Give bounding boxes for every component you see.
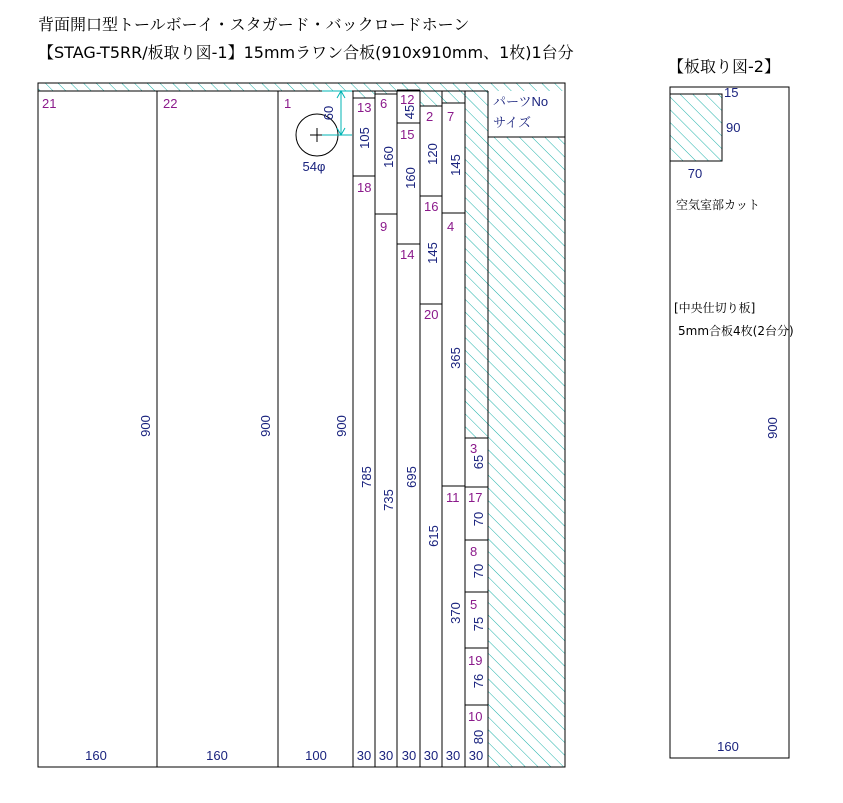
length-dimension: 370 [448,602,463,624]
sheet-2-width: 160 [717,739,739,754]
waste-block [442,91,465,103]
part-number: 1 [284,96,292,111]
waste-block [465,91,488,438]
center-partition-label: [中央仕切り板] [674,301,756,315]
legend-parts-label: パーツNo [493,94,549,109]
length-dimension: 365 [448,347,463,369]
length-dimension: 160 [381,146,396,168]
length-dimension: 900 [334,415,349,437]
width-dimension: 30 [401,748,417,763]
waste-block [420,91,442,106]
part-number: 3 [470,441,478,456]
part-number: 7 [447,109,455,124]
length-dimension: 735 [381,489,396,511]
length-dimension: 900 [258,415,273,437]
part-number: 5 [470,597,478,612]
cut-height-dimension: 90 [726,120,741,135]
waste-block [353,91,375,98]
page-title: 背面開口型トールボーイ・スタガード・バックロードホーン [38,15,470,34]
length-dimension: 785 [359,466,374,488]
part-number: 9 [380,219,388,234]
cut-top-dimension: 15 [724,85,739,100]
length-dimension: 80 [471,729,486,745]
part-number: 18 [357,180,372,195]
width-dimension: 160 [206,748,228,763]
length-dimension: 70 [471,563,486,579]
part-number: 4 [447,219,455,234]
length-dimension: 75 [471,616,486,632]
sheet1-title: 【STAG-T5RR/板取り図-1】15mmラワン合板(910x910mm、1枚)1台分 [38,43,574,62]
part-number: 17 [468,490,483,505]
part-number: 16 [424,199,439,214]
width-dimension: 30 [356,748,372,763]
air-chamber-cutout [670,94,722,161]
part-number: 10 [468,709,483,724]
part-number: 15 [400,127,415,142]
air-chamber-cut-label: 空気室部カット [676,198,760,212]
waste-top-strip [38,83,565,91]
length-dimension: 76 [471,673,486,689]
length-dimension: 900 [138,415,153,437]
length-dimension: 615 [426,525,441,547]
length-dimension: 145 [425,242,440,264]
width-dimension: 100 [305,748,327,763]
part-number: 22 [163,96,178,111]
part-number: 6 [380,96,388,111]
sheet-1 [38,83,565,767]
part-number: 14 [400,247,415,262]
part-number: 12 [400,92,415,107]
part-number: 20 [424,307,439,322]
length-dimension: 145 [448,154,463,176]
hole-diameter-label: 54φ [302,159,326,174]
length-dimension: 70 [471,511,486,527]
waste-right-area [488,91,565,767]
hole-offset-label: 60 [321,105,336,121]
width-dimension: 30 [445,748,461,763]
legend-size-label: サイズ [493,115,531,130]
sheet2-title: 【板取り図-2】 [668,57,780,76]
part-number: 21 [42,96,57,111]
length-dimension: 695 [404,466,419,488]
part-number: 2 [426,109,434,124]
part-number: 19 [468,653,483,668]
width-dimension: 30 [378,748,394,763]
width-dimension: 30 [468,748,484,763]
length-dimension: 120 [425,143,440,165]
width-dimension: 30 [423,748,439,763]
cut-width-dimension: 70 [687,166,703,181]
partition-spec-label: 5mm合板4枚(2台分) [678,324,794,338]
width-dimension: 160 [85,748,107,763]
sheet-2-length: 900 [765,417,780,439]
length-dimension: 105 [357,127,372,149]
labels-layer [42,85,794,763]
length-dimension: 45 [402,104,417,120]
part-number: 8 [470,544,478,559]
length-dimension: 160 [403,167,418,189]
part-number: 13 [357,100,372,115]
part-number: 11 [446,490,460,505]
length-dimension: 65 [471,454,486,470]
